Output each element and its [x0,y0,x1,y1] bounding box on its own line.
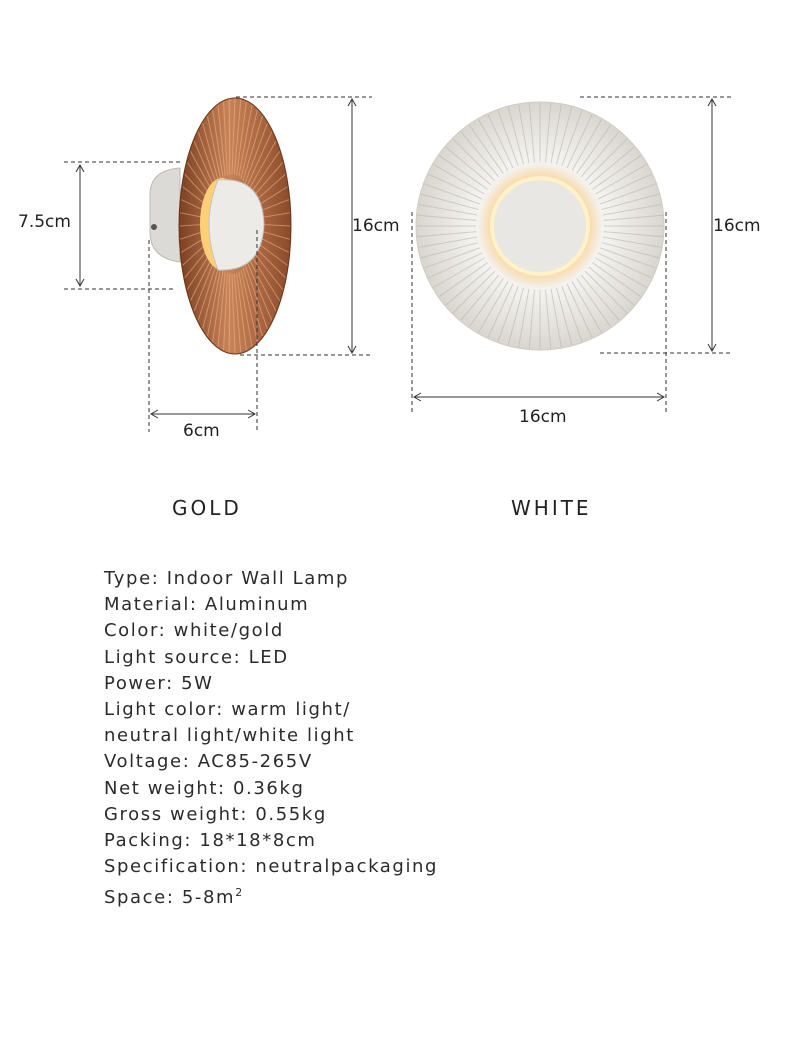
spec-light-source: Light source: LED [104,646,289,668]
spec-gross-weight: Gross weight: 0.55kg [104,803,327,825]
spec-list [104,566,438,912]
spec-material: Material: Aluminum [104,594,310,616]
white-height-label: 16cm [713,216,761,236]
gold-depth-height-label: 7.5cm [18,212,71,232]
spec-color: Color: white/gold [104,620,284,642]
gold-diameter-label: 16cm [352,216,400,236]
spec-space-text: Space: 5-8m [104,887,236,909]
spec-net-weight: Net weight: 0.36kg [104,777,305,799]
gold-depth-label: 6cm [183,421,220,441]
spec-type: Type: Indoor Wall Lamp [104,568,350,589]
white-width-label: 16cm [519,407,567,427]
spec-light-color-cont: neutral light/white light [104,725,355,747]
white-lamp-front-view [416,102,664,350]
white-variant-label: WHITE [511,496,592,520]
spec-space-superscript: 2 [235,886,244,900]
spec-packing: Packing: 18*18*8cm [104,830,317,852]
gold-lamp-side-view [150,98,291,354]
white-center-cap [494,180,586,272]
gold-variant-label: GOLD [172,496,242,520]
spec-specification: Specification: neutralpackaging [104,856,439,878]
spec-space [104,880,438,911]
spec-power: Power: 5W [104,672,214,694]
spec-voltage: Voltage: AC85-265V [104,751,313,773]
spec-light-color: Light color: warm light/ [104,699,351,721]
